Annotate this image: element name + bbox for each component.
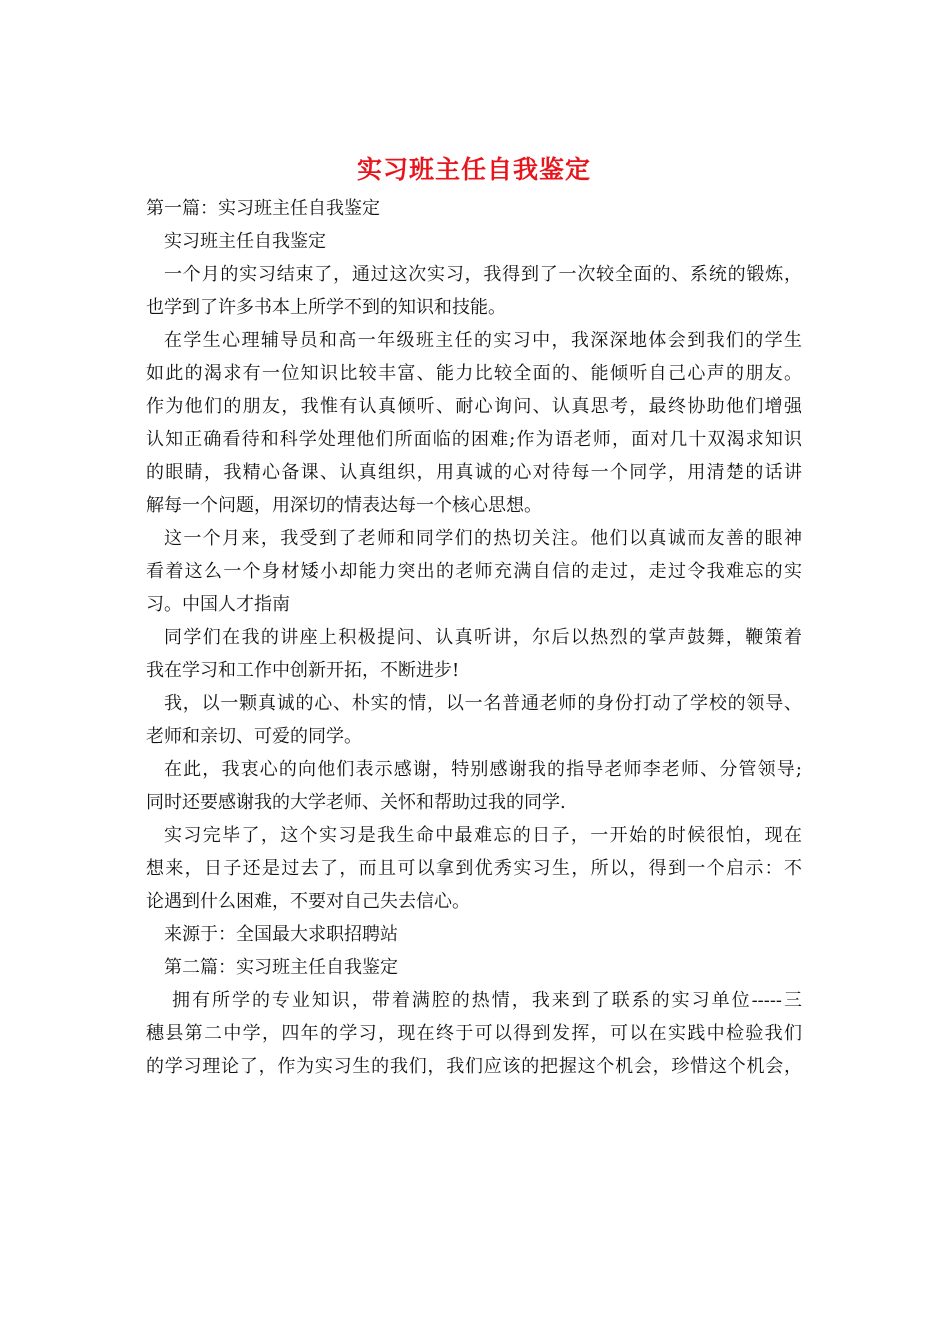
paragraph-line: 老师和亲切、可爱的同学。 [146, 726, 362, 747]
paragraph-line: 拥有所学的专业知识，带着满腔的热情，我来到了联系的实习单位-----三 [172, 990, 802, 1011]
paragraph-line: 穗县第二中学，四年的学习，现在终于可以得到发挥，可以在实践中检验我们 [146, 1023, 802, 1044]
paragraph-line: 想来，日子还是过去了，而且可以拿到优秀实习生，所以，得到一个启示：不 [146, 858, 802, 879]
paragraph-line: 在此，我衷心的向他们表示感谢，特别感谢我的指导老师李老师、分管领导; [164, 759, 802, 780]
paragraph-line: 认知正确看待和科学处理他们所面临的困难;作为语老师，面对几十双渴求知识 [146, 429, 802, 450]
paragraph-line: 实习完毕了，这个实习是我生命中最难忘的日子，一开始的时候很怕，现在 [164, 825, 802, 846]
section-heading-1: 第一篇：实习班主任自我鉴定 [146, 198, 380, 219]
paragraph-line: 的眼睛，我精心备课、认真组织，用真诚的心对待每一个同学，用清楚的话讲 [146, 462, 802, 483]
paragraph-line: 我，以一颗真诚的心、朴实的情，以一名普通老师的身份打动了学校的领导、 [164, 693, 802, 714]
source-line: 来源于：全国最大求职招聘站 [164, 924, 398, 945]
paragraph-line: 看着这么一个身材矮小却能力突出的老师充满自信的走过，走过令我难忘的实 [146, 561, 802, 582]
section-heading-2: 第二篇：实习班主任自我鉴定 [164, 957, 398, 978]
paragraph-line: 一个月的实习结束了，通过这次实习，我得到了一次较全面的、系统的锻炼， [164, 264, 802, 285]
subheading: 实习班主任自我鉴定 [164, 231, 326, 252]
paragraph-line: 论遇到什么困难，不要对自己失去信心。 [146, 891, 470, 912]
document-title: 实习班主任自我鉴定 [356, 155, 591, 184]
paragraph-line: 同时还要感谢我的大学老师、关怀和帮助过我的同学. [146, 792, 566, 813]
paragraph-line: 作为他们的朋友，我惟有认真倾听、耐心询问、认真思考，最终协助他们增强 [146, 396, 802, 417]
paragraph-line: 习。中国人才指南 [146, 594, 290, 615]
paragraph-line: 解每一个问题，用深切的情表达每一个核心思想。 [146, 495, 542, 516]
paragraph-line: 也学到了许多书本上所学不到的知识和技能。 [146, 297, 506, 318]
paragraph-line: 的学习理论了，作为实习生的我们，我们应该的把握这个机会，珍惜这个机会， [146, 1056, 802, 1077]
paragraph-line: 我在学习和工作中创新开拓，不断进步! [146, 660, 460, 681]
paragraph-line: 这一个月来，我受到了老师和同学们的热切关注。他们以真诚而友善的眼神 [164, 528, 802, 549]
paragraph-line: 同学们在我的讲座上积极提问、认真听讲，尔后以热烈的掌声鼓舞，鞭策着 [164, 627, 802, 648]
paragraph-line: 在学生心理辅导员和高一年级班主任的实习中，我深深地体会到我们的学生 [164, 330, 802, 351]
paragraph-line: 如此的渴求有一位知识比较丰富、能力比较全面的、能倾听自己心声的朋友。 [146, 363, 802, 384]
document-page [146, 148, 802, 1083]
